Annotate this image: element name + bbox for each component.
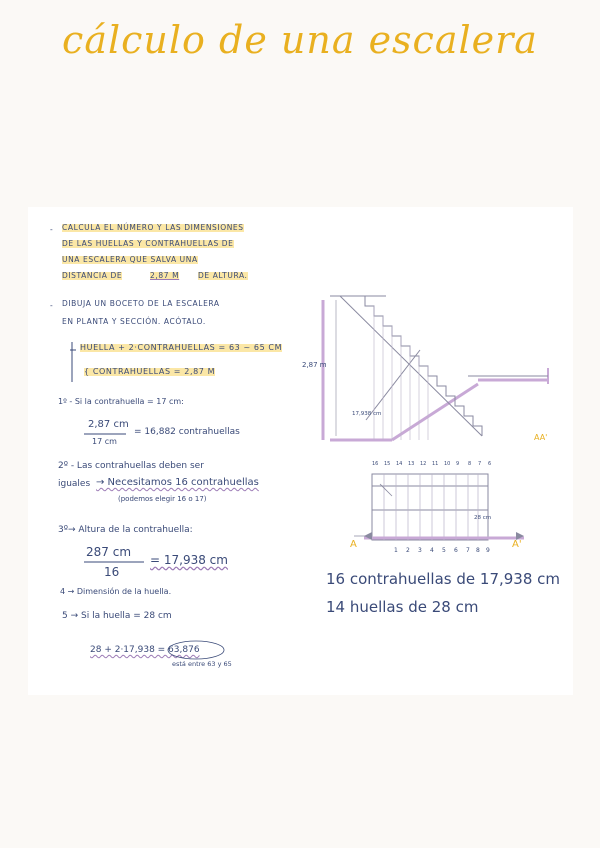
result-line-1: 16 contrahuellas de 17,938 cm (326, 570, 561, 588)
task1-value: 2,87 M (150, 271, 180, 280)
plan-top-number: 15 (384, 461, 391, 467)
page-title: cálculo de una escalera (62, 18, 538, 62)
step1-result: = 16,882 contrahuellas (134, 427, 240, 437)
step3-label: 3º→ Altura de la contrahuella: (58, 525, 193, 535)
task1-tail: DE ALTURA. (198, 271, 248, 280)
plan-top-number: 13 (408, 461, 415, 467)
result-line-2: 14 huellas de 28 cm (326, 598, 479, 616)
riser-label: 17,938 cm (352, 411, 382, 417)
plan-top-number: 16 (372, 461, 379, 467)
bullet: - (50, 301, 54, 310)
formula-2: { CONTRAHUELLAS = 2,87 M (84, 367, 216, 376)
task1-line-2: DE LAS HUELLAS Y CONTRAHUELLAS DE (62, 239, 234, 248)
step1-denominator: 17 cm (92, 437, 117, 446)
task2-line-1: DIBUJA UN BOCETO DE LA ESCALERA (62, 299, 220, 308)
plan-bottom-number: 6 (454, 547, 458, 554)
step4-label: 4 → Dimensión de la huella. (60, 587, 172, 596)
step2-line-1: 2º - Las contrahuellas deben ser (58, 461, 204, 471)
plan-bottom-number: 4 (430, 547, 434, 554)
step3-numerator: 287 cm (86, 545, 132, 559)
step1-numerator: 2,87 cm (88, 419, 129, 430)
step2-note: (podemos elegir 16 o 17) (118, 495, 207, 503)
height-label: 2,87 m (302, 361, 327, 369)
tread-label: 28 cm (474, 515, 492, 521)
plan-top-number: 12 (420, 461, 427, 467)
step2-line-2b: → Necesitamos 16 contrahuellas (96, 477, 259, 488)
bullet: - (50, 225, 54, 234)
plan-bottom-number: 2 (406, 547, 410, 554)
plan-a-left: A (350, 539, 357, 550)
task1-line-3: UNA ESCALERA QUE SALVA UNA (62, 255, 198, 264)
step5-calc: 28 + 2·17,938 = 63,876 (90, 645, 200, 655)
task1-line-1: CALCULA EL NÚMERO Y LAS DIMENSIONES (62, 223, 244, 232)
section-label: AA' (534, 433, 548, 442)
step3-denominator: 16 (104, 565, 120, 579)
step1-label: 1º - Si la contrahuella = 17 cm: (58, 397, 184, 406)
step5-label: 5 → Si la huella = 28 cm (62, 611, 172, 621)
plan-top-number: 11 (432, 461, 439, 467)
formula-1: HUELLA + 2·CONTRAHUELLAS = 63 ~ 65 CM (80, 343, 283, 352)
plan-top-number: 6 (488, 461, 492, 467)
task2-line-2: EN PLANTA Y SECCIÓN. ACÓTALO. (62, 317, 206, 326)
plan-top-number: 10 (444, 461, 451, 467)
plan-bottom-number: 5 (442, 547, 446, 554)
task1-line-4: DISTANCIA DE (62, 271, 123, 280)
plan-top-number: 14 (396, 461, 403, 467)
plan-top-number: 9 (456, 461, 460, 467)
step5-note: está entre 63 y 65 (172, 660, 232, 668)
step2-line-2a: iguales (58, 479, 91, 489)
plan-top-number: 8 (468, 461, 472, 467)
plan-bottom-number: 3 (418, 547, 422, 554)
plan-top-number: 7 (478, 461, 482, 467)
plan-bottom-number: 1 (394, 547, 398, 554)
plan-bottom-number: 8 (476, 547, 480, 554)
step3-result: = 17,938 cm (150, 553, 228, 567)
plan-bottom-number: 7 (466, 547, 470, 554)
plan-bottom-number: 9 (486, 547, 490, 554)
plan-a-right: A' (512, 539, 522, 550)
